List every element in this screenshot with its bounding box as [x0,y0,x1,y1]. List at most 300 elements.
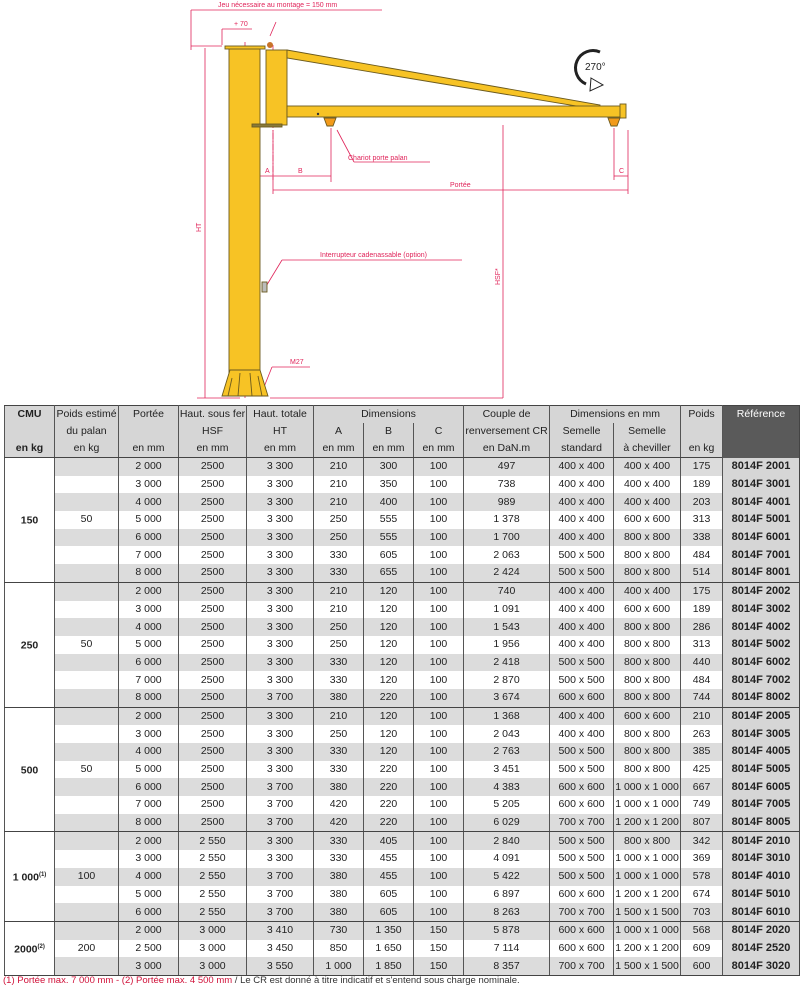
a-cell: 210 [314,458,364,476]
couple-cell: 7 114 [464,940,550,958]
c-cell: 100 [414,689,464,707]
semelle-cheviller-cell: 800 x 800 [614,529,681,547]
poids-palan-cell [55,743,119,761]
hsf-cell: 2500 [179,529,247,547]
semelle-cheviller-cell: 1 000 x 1 000 [614,921,681,939]
poids-cell: 600 [681,957,723,975]
hsf-cell: 2500 [179,636,247,654]
semelle-cheviller-cell: 800 x 800 [614,618,681,636]
rotation-270-icon [576,51,606,91]
ht-cell: 3 300 [247,761,314,779]
table-row [5,940,800,958]
footnote [3,975,520,986]
table-row [5,850,800,868]
c-cell: 100 [414,886,464,904]
label-m27: M27 [290,359,304,366]
hsf-cell: 2500 [179,778,247,796]
crane-jib-arm [252,50,626,292]
hsf-cell: 2500 [179,725,247,743]
poids-cell: 313 [681,636,723,654]
b-cell: 220 [364,814,414,832]
c-cell: 100 [414,529,464,547]
table-body [5,458,800,976]
c-cell: 150 [414,940,464,958]
reference-cell: 8014F 4010 [723,868,800,886]
table-row [5,707,800,725]
poids-cell: 744 [681,689,723,707]
semelle-standard-cell: 400 x 400 [550,707,614,725]
hsf-cell: 2500 [179,582,247,600]
couple-cell: 2 424 [464,564,550,582]
semelle-standard-cell: 400 x 400 [550,511,614,529]
a-cell: 730 [314,921,364,939]
b-cell: 120 [364,671,414,689]
poids-palan-cell [55,796,119,814]
hsf-cell: 2 550 [179,868,247,886]
couple-cell: 497 [464,458,550,476]
hsf-cell: 2500 [179,564,247,582]
poids-cell: 342 [681,832,723,850]
ht-cell: 3 300 [247,476,314,494]
poids-cell: 484 [681,671,723,689]
poids-cell: 568 [681,921,723,939]
c-cell: 100 [414,582,464,600]
couple-cell: 989 [464,493,550,511]
semelle-cheviller-cell: 800 x 800 [614,564,681,582]
portee-cell: 5 000 [119,636,179,654]
ht-cell: 3 300 [247,832,314,850]
a-cell: 250 [314,725,364,743]
couple-cell: 8 263 [464,903,550,921]
portee-cell: 6 000 [119,529,179,547]
table-row [5,886,800,904]
portee-cell: 2 000 [119,832,179,850]
semelle-cheviller-cell: 1 000 x 1 000 [614,778,681,796]
b-cell: 1 350 [364,921,414,939]
b-cell: 455 [364,850,414,868]
b-cell: 605 [364,886,414,904]
semelle-standard-cell: 700 x 700 [550,957,614,975]
b-cell: 120 [364,582,414,600]
c-cell: 100 [414,761,464,779]
poids-cell: 189 [681,601,723,619]
a-cell: 330 [314,671,364,689]
c-cell: 100 [414,636,464,654]
label-b: B [298,168,303,175]
table-row [5,493,800,511]
poids-palan-cell [55,529,119,547]
ht-cell: 3 300 [247,493,314,511]
poids-palan-cell [55,546,119,564]
b-cell: 555 [364,529,414,547]
couple-cell: 738 [464,476,550,494]
reference-cell: 8014F 3005 [723,725,800,743]
semelle-cheviller-cell: 800 x 800 [614,636,681,654]
ht-cell: 3 700 [247,689,314,707]
header-ht: Haut. totale [247,406,314,424]
c-cell: 100 [414,601,464,619]
poids-cell: 425 [681,761,723,779]
a-cell: 420 [314,796,364,814]
ht-cell: 3 700 [247,868,314,886]
table-row [5,476,800,494]
table-row [5,546,800,564]
semelle-standard-cell: 500 x 500 [550,564,614,582]
table-row [5,601,800,619]
poids-cell: 674 [681,886,723,904]
hsf-cell: 2 550 [179,850,247,868]
poids-cell: 203 [681,493,723,511]
reference-cell: 8014F 6002 [723,654,800,672]
portee-cell: 4 000 [119,868,179,886]
b-cell: 455 [364,868,414,886]
c-cell: 100 [414,476,464,494]
svg-text:270°: 270° [585,62,606,73]
ht-cell: 3 300 [247,529,314,547]
poids-palan-cell: 50 [55,636,119,654]
reference-cell: 8014F 4001 [723,493,800,511]
semelle-standard-cell: 500 x 500 [550,850,614,868]
poids-palan-cell [55,778,119,796]
poids-cell: 667 [681,778,723,796]
table-row [5,743,800,761]
semelle-cheviller-cell: 400 x 400 [614,582,681,600]
footnote-2: (2) Portée max. 4 500 mm [121,975,233,986]
ht-cell: 3 700 [247,796,314,814]
poids-palan-cell [55,689,119,707]
ht-cell: 3 410 [247,921,314,939]
portee-cell: 2 000 [119,921,179,939]
semelle-cheviller-cell: 600 x 600 [614,707,681,725]
poids-cell: 514 [681,564,723,582]
semelle-standard-cell: 500 x 500 [550,868,614,886]
semelle-cheviller-cell: 1 500 x 1 500 [614,903,681,921]
header-c: C [414,423,464,440]
reference-cell: 8014F 2020 [723,921,800,939]
b-cell: 1 650 [364,940,414,958]
poids-palan-cell [55,618,119,636]
poids-palan-cell [55,671,119,689]
poids-cell: 175 [681,582,723,600]
reference-cell: 8014F 2010 [723,832,800,850]
reference-cell: 8014F 3010 [723,850,800,868]
reference-cell: 8014F 5002 [723,636,800,654]
semelle-cheviller-cell: 800 x 800 [614,689,681,707]
reference-cell: 8014F 8001 [723,564,800,582]
portee-cell: 3 000 [119,725,179,743]
table-row [5,921,800,939]
poids-palan-cell [55,601,119,619]
couple-cell: 1 378 [464,511,550,529]
portee-cell: 8 000 [119,564,179,582]
reference-cell: 8014F 7002 [723,671,800,689]
semelle-standard-cell: 500 x 500 [550,654,614,672]
poids-palan-cell [55,921,119,939]
semelle-cheviller-cell: 1 000 x 1 000 [614,850,681,868]
hsf-cell: 2500 [179,601,247,619]
couple-cell: 8 357 [464,957,550,975]
semelle-cheviller-cell: 1 000 x 1 000 [614,868,681,886]
semelle-standard-cell: 700 x 700 [550,814,614,832]
a-cell: 330 [314,564,364,582]
c-cell: 100 [414,850,464,868]
couple-cell: 5 205 [464,796,550,814]
header-cmu: CMU [5,406,55,424]
b-cell: 655 [364,564,414,582]
header-semelle-cheviller: Semelle [614,423,681,440]
poids-palan-cell: 50 [55,511,119,529]
b-cell: 300 [364,458,414,476]
ht-cell: 3 300 [247,850,314,868]
couple-cell: 2 870 [464,671,550,689]
cmu-cell: 2000$^{(2)}$ [5,921,55,975]
portee-cell: 8 000 [119,689,179,707]
a-cell: 250 [314,511,364,529]
semelle-cheviller-cell: 1 000 x 1 000 [614,796,681,814]
ht-cell: 3 700 [247,814,314,832]
poids-palan-cell [55,707,119,725]
semelle-standard-cell: 600 x 600 [550,940,614,958]
poids-cell: 338 [681,529,723,547]
table-row [5,529,800,547]
semelle-cheviller-cell: 600 x 600 [614,511,681,529]
semelle-cheviller-cell: 1 200 x 1 200 [614,814,681,832]
poids-palan-cell [55,886,119,904]
couple-cell: 2 840 [464,832,550,850]
couple-cell: 2 763 [464,743,550,761]
poids-palan-cell [55,476,119,494]
header-dimensions-mm: Dimensions en mm [550,406,681,424]
a-cell: 210 [314,601,364,619]
semelle-standard-cell: 700 x 700 [550,903,614,921]
b-cell: 120 [364,618,414,636]
poids-cell: 578 [681,868,723,886]
a-cell: 210 [314,476,364,494]
semelle-standard-cell: 400 x 400 [550,636,614,654]
c-cell: 100 [414,564,464,582]
reference-cell: 8014F 2001 [723,458,800,476]
c-cell: 100 [414,743,464,761]
a-cell: 330 [314,832,364,850]
portee-cell: 2 000 [119,582,179,600]
b-cell: 120 [364,654,414,672]
couple-cell: 4 383 [464,778,550,796]
table-row [5,582,800,600]
label-portee: Portée [450,182,471,189]
poids-cell: 369 [681,850,723,868]
semelle-standard-cell: 400 x 400 [550,618,614,636]
b-cell: 405 [364,832,414,850]
reference-cell: 8014F 3002 [723,601,800,619]
header-a: A [314,423,364,440]
a-cell: 250 [314,618,364,636]
hsf-cell: 3 000 [179,921,247,939]
semelle-standard-cell: 600 x 600 [550,921,614,939]
semelle-cheviller-cell: 800 x 800 [614,832,681,850]
portee-cell: 2 000 [119,707,179,725]
table-row [5,618,800,636]
semelle-cheviller-cell: 600 x 600 [614,601,681,619]
hsf-cell: 3 000 [179,957,247,975]
table-row [5,903,800,921]
poids-cell: 703 [681,903,723,921]
a-cell: 330 [314,850,364,868]
portee-cell: 8 000 [119,814,179,832]
ht-cell: 3 300 [247,636,314,654]
poids-cell: 263 [681,725,723,743]
b-cell: 120 [364,725,414,743]
semelle-cheviller-cell: 800 x 800 [614,671,681,689]
hsf-cell: 2 550 [179,832,247,850]
b-cell: 1 850 [364,957,414,975]
b-cell: 220 [364,761,414,779]
portee-cell: 2 500 [119,940,179,958]
ht-cell: 3 300 [247,671,314,689]
couple-cell: 4 091 [464,850,550,868]
reference-cell: 8014F 8002 [723,689,800,707]
semelle-standard-cell: 500 x 500 [550,761,614,779]
portee-cell: 4 000 [119,493,179,511]
poids-cell: 210 [681,707,723,725]
reference-cell: 8014F 3001 [723,476,800,494]
couple-cell: 6 897 [464,886,550,904]
portee-cell: 6 000 [119,778,179,796]
poids-palan-cell: 50 [55,761,119,779]
a-cell: 330 [314,743,364,761]
hsf-cell: 2500 [179,671,247,689]
c-cell: 100 [414,868,464,886]
reference-cell: 8014F 2520 [723,940,800,958]
ht-cell: 3 700 [247,903,314,921]
c-cell: 100 [414,618,464,636]
table-row [5,654,800,672]
portee-cell: 5 000 [119,761,179,779]
b-cell: 220 [364,778,414,796]
hsf-cell: 2500 [179,761,247,779]
portee-cell: 5 000 [119,511,179,529]
couple-cell: 1 368 [464,707,550,725]
label-ht: HT [196,222,203,232]
label-plus70: + 70 [234,21,248,28]
ht-cell: 3 300 [247,654,314,672]
table-row [5,689,800,707]
c-cell: 100 [414,832,464,850]
footnote-rest: / Le CR est donné à titre indicatif et s'entend sous charge nominale. [232,975,520,986]
poids-cell: 313 [681,511,723,529]
poids-palan-cell [55,850,119,868]
header-semelle-standard: Semelle [550,423,614,440]
couple-cell: 3 451 [464,761,550,779]
semelle-standard-cell: 500 x 500 [550,743,614,761]
portee-cell: 3 000 [119,957,179,975]
label-hsf: HSF* [495,268,502,285]
c-cell: 100 [414,654,464,672]
c-cell: 100 [414,814,464,832]
couple-cell: 2 418 [464,654,550,672]
header-hsf: Haut. sous fer [179,406,247,424]
poids-cell: 189 [681,476,723,494]
semelle-standard-cell: 400 x 400 [550,458,614,476]
hsf-cell: 2500 [179,796,247,814]
hsf-cell: 2 550 [179,886,247,904]
reference-cell: 8014F 2005 [723,707,800,725]
ht-cell: 3 300 [247,725,314,743]
crane-column [222,46,268,396]
semelle-cheviller-cell: 400 x 400 [614,493,681,511]
a-cell: 420 [314,814,364,832]
b-cell: 120 [364,636,414,654]
couple-cell: 1 956 [464,636,550,654]
b-cell: 120 [364,707,414,725]
couple-cell: 1 700 [464,529,550,547]
ht-cell: 3 300 [247,582,314,600]
poids-palan-cell [55,654,119,672]
semelle-cheviller-cell: 400 x 400 [614,458,681,476]
poids-cell: 440 [681,654,723,672]
a-cell: 330 [314,761,364,779]
reference-cell: 8014F 5010 [723,886,800,904]
portee-cell: 3 000 [119,850,179,868]
a-cell: 250 [314,636,364,654]
poids-palan-cell [55,458,119,476]
b-cell: 605 [364,903,414,921]
poids-palan-cell [55,903,119,921]
ht-cell: 3 450 [247,940,314,958]
label-interrupteur: Interrupteur cadenassable (option) [320,252,428,259]
c-cell: 150 [414,921,464,939]
semelle-cheviller-cell: 1 200 x 1 200 [614,940,681,958]
reference-cell: 8014F 2002 [723,582,800,600]
reference-cell: 8014F 3020 [723,957,800,975]
portee-cell: 4 000 [119,743,179,761]
ht-cell: 3 700 [247,886,314,904]
a-cell: 850 [314,940,364,958]
specifications-table [4,405,800,976]
ht-cell: 3 300 [247,511,314,529]
portee-cell: 3 000 [119,601,179,619]
semelle-cheviller-cell: 800 x 800 [614,743,681,761]
c-cell: 100 [414,796,464,814]
reference-cell: 8014F 8005 [723,814,800,832]
reference-cell: 8014F 4005 [723,743,800,761]
table-row [5,511,800,529]
poids-palan-cell [55,564,119,582]
reference-cell: 8014F 7005 [723,796,800,814]
semelle-standard-cell: 600 x 600 [550,796,614,814]
table-row [5,761,800,779]
poids-cell: 807 [681,814,723,832]
table-row [5,778,800,796]
header-poids-palan: Poids estimé [55,406,119,424]
portee-cell: 7 000 [119,671,179,689]
portee-cell: 6 000 [119,654,179,672]
table-row [5,458,800,476]
poids-palan-cell [55,582,119,600]
cmu-cell: 1 000$^{(1)}$ [5,832,55,921]
semelle-standard-cell: 600 x 600 [550,778,614,796]
semelle-standard-cell: 400 x 400 [550,476,614,494]
table-row [5,636,800,654]
label-a: A [265,168,270,175]
header-poids: Poids [681,406,723,424]
poids-cell: 609 [681,940,723,958]
semelle-cheviller-cell: 1 500 x 1 500 [614,957,681,975]
c-cell: 100 [414,458,464,476]
semelle-standard-cell: 500 x 500 [550,546,614,564]
cmu-cell: 150 [5,458,55,583]
hsf-cell: 3 000 [179,940,247,958]
hsf-cell: 2500 [179,618,247,636]
